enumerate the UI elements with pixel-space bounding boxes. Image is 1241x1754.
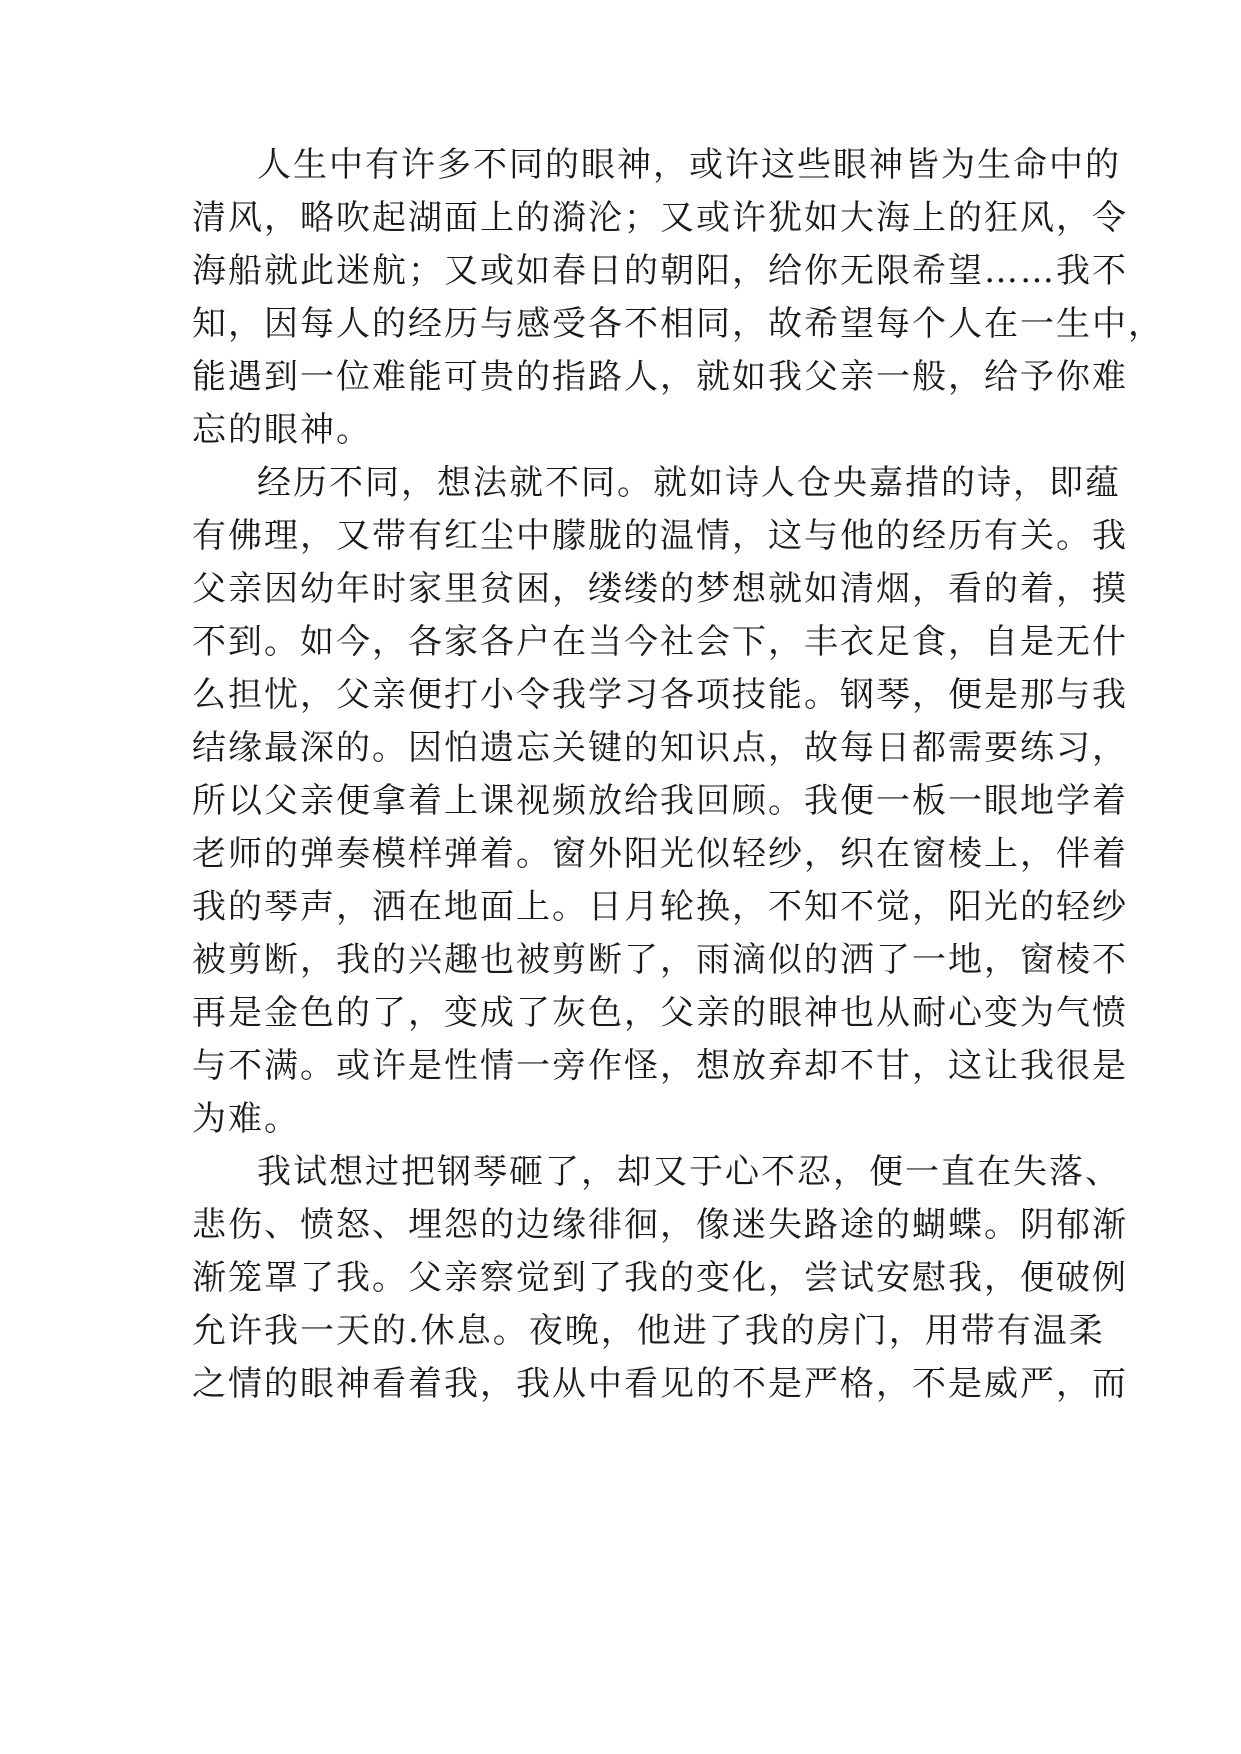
paragraph-line: 之情的眼神看着我，我从中看见的不是严格，不是威严，而 <box>192 1364 1128 1404</box>
paragraph-line: 经历不同，想法就不同。就如诗人仓央嘉措的诗，即蕴 <box>257 463 1121 503</box>
paragraph-line: 老师的弹奏模样弹着。窗外阳光似轻纱，织在窗棱上，伴着 <box>192 834 1128 874</box>
paragraph-line: 有佛理，又带有红尘中朦胧的温情，这与他的经历有关。我 <box>192 516 1128 556</box>
paragraph-line: 人生中有许多不同的眼神，或许这些眼神皆为生命中的 <box>257 145 1121 185</box>
paragraph-line: 结缘最深的。因怕遗忘关键的知识点，故每日都需要练习， <box>192 728 1128 768</box>
paragraph-line: 父亲因幼年时家里贫困，缕缕的梦想就如清烟，看的着，摸 <box>192 569 1128 609</box>
paragraph-line: 忘的眼神。 <box>192 410 372 450</box>
paragraph-line: 海船就此迷航；又或如春日的朝阳，给你无限希望……我不 <box>192 251 1128 291</box>
paragraph-line: 我试想过把钢琴砸了，却又于心不忍，便一直在失落、 <box>257 1152 1121 1192</box>
paragraph-line: 被剪断，我的兴趣也被剪断了，雨滴似的洒了一地，窗棱不 <box>192 940 1128 980</box>
paragraph-line: 我的琴声，洒在地面上。日月轮换，不知不觉，阳光的轻纱 <box>192 887 1128 927</box>
paragraph-line: 知，因每人的经历与感受各不相同，故希望每个人在一生中， <box>192 304 1164 344</box>
paragraph-line: 再是金色的了，变成了灰色，父亲的眼神也从耐心变为气愤 <box>192 993 1128 1033</box>
paragraph-line: 允许我一天的.休息。夜晚，他进了我的房门，用带有温柔 <box>192 1311 1105 1351</box>
paragraph-line: 不到。如今，各家各户在当今社会下，丰衣足食，自是无什 <box>192 622 1128 662</box>
paragraph-line: 与不满。或许是性情一旁作怪，想放弃却不甘，这让我很是 <box>192 1046 1128 1086</box>
paragraph-line: 渐笼罩了我。父亲察觉到了我的变化，尝试安慰我，便破例 <box>192 1258 1128 1298</box>
paragraph-line: 所以父亲便拿着上课视频放给我回顾。我便一板一眼地学着 <box>192 781 1128 821</box>
paragraph-line: 为难。 <box>192 1099 300 1139</box>
paragraph-line: 么担忧，父亲便打小令我学习各项技能。钢琴，便是那与我 <box>192 675 1128 715</box>
paragraph-line: 悲伤、愤怒、埋怨的边缘徘徊，像迷失路途的蝴蝶。阴郁渐 <box>192 1205 1128 1245</box>
paragraph-line: 清风，略吹起湖面上的漪沦；又或许犹如大海上的狂风，令 <box>192 198 1128 238</box>
paragraph-line: 能遇到一位难能可贵的指路人，就如我父亲一般，给予你难 <box>192 357 1128 397</box>
